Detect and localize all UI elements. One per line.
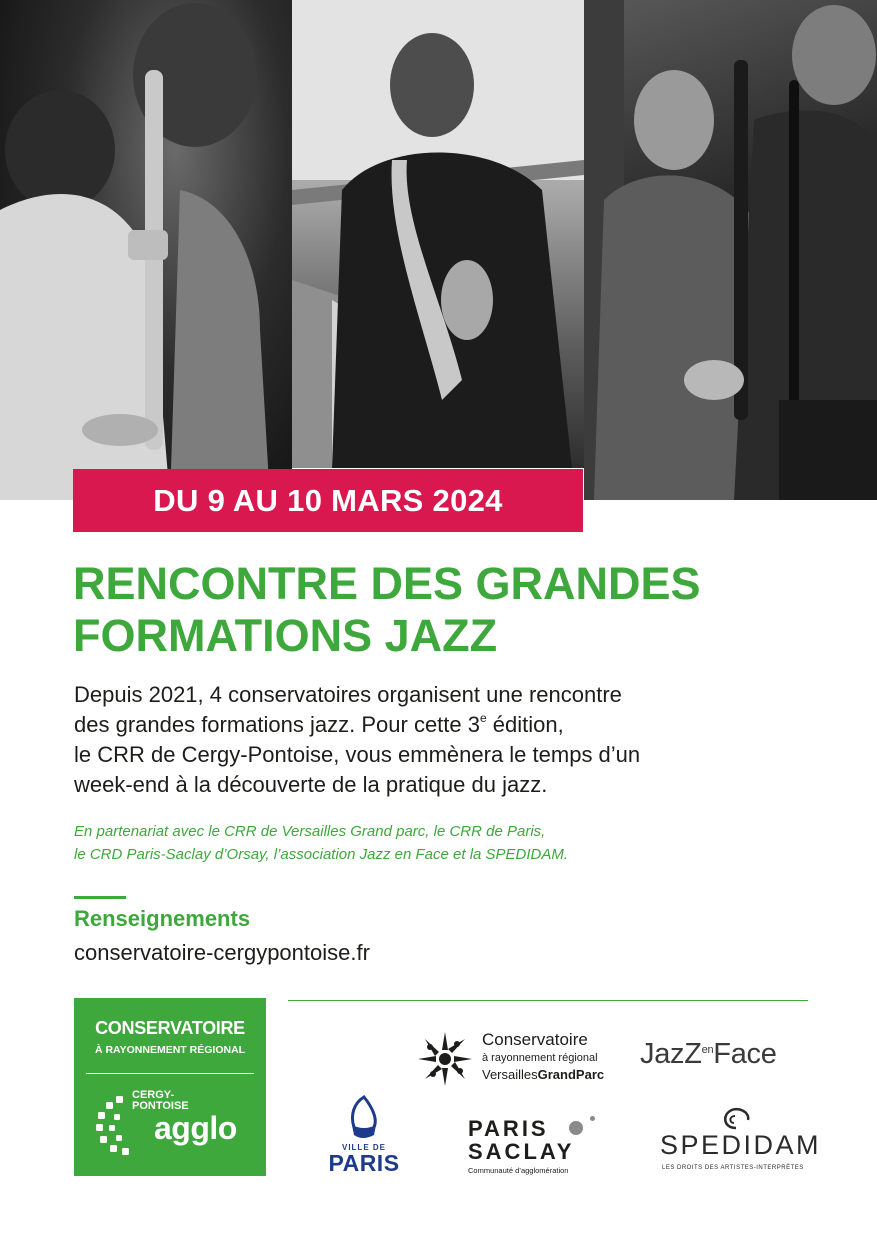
conservatoire-subtitle: À RAYONNEMENT RÉGIONAL [94,1044,246,1056]
paris-saclay-logo [468,1116,608,1182]
versailles-name: Conservatoire [482,1030,588,1049]
jazz-en-face-part-2: Face [713,1038,777,1070]
versailles-grand-parc-logo [416,1030,626,1090]
description-line-1: Depuis 2021, 4 conservatoires organisent une rencontre [74,682,622,707]
versailles-emblem-icon [416,1030,474,1088]
section-divider [74,896,126,899]
photo-strip [0,0,877,500]
spedidam-name: SPEDIDAM [660,1130,822,1160]
photo-big-band [584,0,877,500]
paris-ville-de: VILLE DE [341,1143,386,1152]
versailles-city-light: Versailles [482,1067,538,1082]
event-title-line-2: FORMATIONS JAZZ [73,610,498,661]
event-title-line-1: RENCONTRE DES GRANDES [73,558,701,609]
saclay-dot-icon [569,1121,583,1135]
description-line-2-end: édition, [486,712,564,737]
jazz-en-face-part-1: JazZ [640,1038,702,1070]
partnership-line-1: En partenariat avec le CRR de Versailles Grand parc, le CRR de Paris, [74,823,546,840]
spedidam-swirl-icon [720,1106,752,1130]
paris-name: PARIS [328,1150,400,1176]
event-description [74,680,814,800]
spedidam-logo [660,1106,822,1178]
description-line-3: le CRR de Cergy-Pontoise, vous emmènera le temps d’un [74,742,641,767]
edition-superscript: e [480,711,487,725]
agglo-word: agglo [154,1110,237,1146]
saclay-line-3: Communauté d’agglomération [468,1166,569,1175]
photo-saxophonist [292,0,584,468]
saclay-line-2: SACLAY [468,1139,575,1164]
info-label: Renseignements [74,906,251,931]
paris-ship-icon [346,1095,382,1141]
versailles-subtitle: à rayonnement régional [482,1052,598,1064]
agglo-city-name [132,1090,189,1112]
event-dates: DU 9 AU 10 MARS 2024 [153,482,503,518]
agglo-city-line-1: CERGY- [132,1089,175,1101]
ville-de-paris-logo [318,1095,410,1177]
date-banner [73,469,583,532]
versailles-city-bold: GrandParc [537,1067,605,1082]
description-line-2-start: des grandes formations jazz. Pour cette 3 [74,712,480,737]
conservatoire-cergy-logo [74,998,266,1176]
versailles-city [482,1067,604,1082]
spedidam-subtitle: LES DROITS DES ARTISTES-INTERPRÈTES [662,1165,804,1171]
description-line-4: week-end à la découverte de la pratique du jazz. [74,772,548,797]
jazz-en-face-en: en [701,1044,714,1056]
jazz-en-face-logo [640,1038,777,1071]
conservatoire-name: CONSERVATOIRE [95,1018,245,1038]
saclay-line-1: PARIS [468,1116,549,1141]
info-website-link[interactable]: conservatoire-cergypontoise.fr [74,940,370,965]
partnership-line-2: le CRD Paris-Saclay d’Orsay, l’association Jazz en Face et la SPEDIDAM. [74,846,569,863]
photo-trumpet-players [0,0,292,500]
partnership-note [74,820,834,866]
description-line-2 [74,710,814,740]
conservatoire-separator [86,1073,254,1074]
logos-divider [288,1000,808,1001]
agglo-city-line-2: PONTOISE [132,1100,189,1112]
saclay-small-dot-icon [590,1116,595,1121]
event-title [73,558,853,662]
